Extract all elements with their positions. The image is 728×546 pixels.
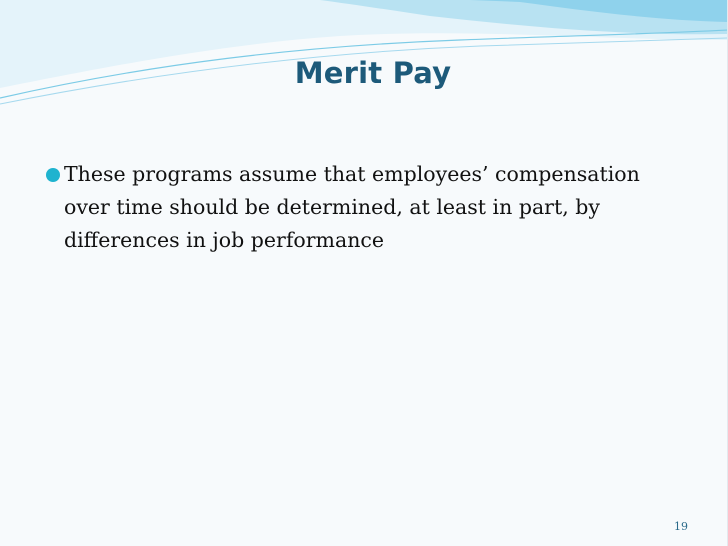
bullet-text: These programs assume that employees’ compensation over time should be determined, at least in part, by differences in job performance bbox=[64, 162, 640, 252]
bullet-item bbox=[44, 158, 684, 257]
bullet-dot-icon bbox=[46, 168, 60, 182]
slide-title: Merit Pay bbox=[294, 56, 452, 90]
bullet-list bbox=[44, 158, 684, 257]
page-number: 19 bbox=[674, 520, 688, 533]
